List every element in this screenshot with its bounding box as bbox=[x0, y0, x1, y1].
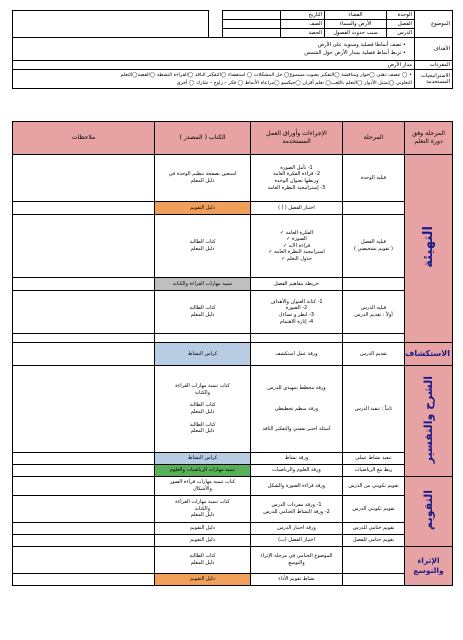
phase-cell: تقويم ختامي للدرس bbox=[343, 523, 405, 535]
procedure-cell: نشاط تقويم الأداء bbox=[251, 574, 343, 586]
objective-item: • تصف أنماطا فصلية وسنوية على الأرض bbox=[15, 41, 406, 49]
stage-explain: الشرح والتفسير bbox=[405, 366, 453, 477]
phase-cell: تقويم ختامي للفصل bbox=[343, 535, 405, 547]
header-blank bbox=[13, 11, 209, 38]
phase-cell: قبلية الفصل ( تقويم تشخيصي ) bbox=[343, 215, 405, 278]
book-cell: كراس النشاط bbox=[155, 343, 251, 366]
notes-cell bbox=[13, 202, 155, 215]
phase-cell bbox=[343, 547, 405, 574]
procedure-cell: الموضوع الختامي في مرحلة الإثراء والتوسع bbox=[251, 547, 343, 574]
date-value bbox=[223, 11, 281, 20]
strategies-list bbox=[13, 70, 415, 89]
phase-cell: تقديم الدرس bbox=[343, 343, 405, 366]
class-value bbox=[223, 20, 281, 29]
date-label: التاريخ bbox=[281, 11, 325, 20]
stage-extend: الإثراء والتوسع bbox=[405, 547, 453, 586]
unit-label: الوحدة bbox=[387, 11, 415, 20]
objectives-list bbox=[13, 38, 415, 61]
notes-cell bbox=[13, 574, 155, 586]
procedure-cell: ورقة عمل استكشف bbox=[251, 343, 343, 366]
col-book-header: الكتاب ( المصدر ) bbox=[155, 122, 251, 155]
procedure-cell: ورقة نشاط bbox=[251, 453, 343, 465]
vocab-value: مدار الأرض bbox=[13, 61, 415, 70]
phase-cell bbox=[343, 278, 405, 291]
notes-cell bbox=[13, 366, 155, 453]
lesson-procedure-table bbox=[12, 121, 453, 586]
book-cell: كتاب تنمية مهارات القراءة والكتابة كتاب الطالبة دليل المعلم كتاب الطالبة دليل المعلم bbox=[155, 366, 251, 453]
notes-cell bbox=[13, 334, 155, 343]
procedure-cell: خريطة مفاهيم الفصل bbox=[251, 278, 343, 291]
vocab-label: المفردات bbox=[415, 61, 453, 70]
phase-cell: قبلية الدرس أولاً : تقديم الدرس bbox=[343, 291, 405, 334]
lesson-value: سبب حدوث الفصول bbox=[325, 29, 387, 38]
book-cell: دليل التقويم bbox=[155, 202, 251, 215]
phase-cell bbox=[343, 202, 405, 215]
procedure-cell bbox=[251, 334, 343, 343]
period-label: الحصة bbox=[281, 29, 325, 38]
col-procedures-header: الإجراءات وأوراق العمل المستخدمة bbox=[251, 122, 343, 155]
book-cell: كتاب الطالبة دليل المعلم bbox=[155, 215, 251, 278]
book-cell: دليل التقويم bbox=[155, 523, 251, 535]
book-cell: دليل التقويم bbox=[155, 574, 251, 586]
objectives-label: الأهداف bbox=[415, 38, 453, 61]
chapter-label: الفصل bbox=[387, 20, 415, 29]
notes-cell bbox=[13, 155, 155, 202]
procedure-cell: 1- ورقة مفردات الدرس 2- ورقة النشاط الختامي للدرس bbox=[251, 496, 343, 523]
class-label: الصف bbox=[281, 20, 325, 29]
unit-value: الفضاء bbox=[325, 11, 387, 20]
stage-engage: التهيئة bbox=[405, 155, 453, 343]
stage-evaluate: التقويم bbox=[405, 477, 453, 547]
phase-cell: ربط مع الرياضيات bbox=[343, 465, 405, 477]
notes-cell bbox=[13, 547, 155, 574]
book-cell: كتاب الطالبة دليل المعلم bbox=[155, 291, 251, 334]
book-cell: كتاب تنمية مهارات القراءة والكتابة دليل المعلم bbox=[155, 496, 251, 523]
phase-cell bbox=[343, 574, 405, 586]
book-cell bbox=[155, 334, 251, 343]
notes-cell bbox=[13, 278, 155, 291]
strategies-line: التعاوني ◯تمثيل الأدوار ◯التعلم باللعب◯ تعلم أقران ◯جيكسو ◯مراعاة الأنماط ◯ فكر – زاوج – شارك ◯ أخرى bbox=[176, 80, 412, 86]
procedure-cell: ورقة العلوم والرياضيات bbox=[251, 465, 343, 477]
procedure-cell: ورقة اختبار الدرس bbox=[251, 523, 343, 535]
objective-item: • تربط أنماط فصلية بمدار الأرض حول الشمس bbox=[15, 49, 406, 57]
book-cell: استعين بصفحة تنظيم الوحدة في دليل المعلم bbox=[155, 155, 251, 202]
stage-explore: الاستكشاف bbox=[405, 343, 453, 366]
procedure-cell: 1- تأمل الصورة 2- قراءة الفكرة العامة وربطها بعنوان الوحدة 3- إستراتيجية النظرة العامة bbox=[251, 155, 343, 202]
notes-cell bbox=[13, 477, 155, 496]
procedure-cell: الفكرة العامة ✓ الصورة ✓ قراءة الآية ✓ استراتيجية النظرة العامة ✓ جدول التعلم ✓ bbox=[251, 215, 343, 278]
procedure-cell: 1- كتابة العنوان والأهداف 2- الصورة 3- انظر و تساءل 4- إثارة الاهتمام bbox=[251, 291, 343, 334]
notes-cell bbox=[13, 215, 155, 278]
book-cell: كتاب الطالبة دليل المعلم bbox=[155, 547, 251, 574]
book-cell: تنمية مهارات الرياضيات والعلوم bbox=[155, 465, 251, 477]
book-cell: تنمية مهارات القراءة والكتابة bbox=[155, 278, 251, 291]
book-cell: كتاب تنمية مهارات قراءة الصور والأشكال bbox=[155, 477, 251, 496]
procedure-cell: اختبار الفصل ( أ ) bbox=[251, 202, 343, 215]
book-cell: كراس النشاط bbox=[155, 453, 251, 465]
strategies-label: الاستراتيجيات المستخدمة bbox=[415, 70, 453, 89]
notes-cell bbox=[13, 453, 155, 465]
procedure-cell: اختبار الفصل (ب) bbox=[251, 535, 343, 547]
phase-cell: تقويم تكويني الدرس bbox=[343, 496, 405, 523]
notes-cell bbox=[13, 343, 155, 366]
phase-cell: تنفيذ نشاط عملي bbox=[343, 453, 405, 465]
phase-cell: ثانياً : تنفيذ الدرس bbox=[343, 366, 405, 453]
lesson-label: الدرس bbox=[387, 29, 415, 38]
procedure-cell: ورقة قراءة الصورة والشكل bbox=[251, 477, 343, 496]
col-notes-header: ملاحظات bbox=[13, 122, 155, 155]
notes-cell bbox=[13, 291, 155, 334]
col-stage-header: المرحلة وفق دورة التعلم bbox=[405, 122, 453, 155]
notes-cell bbox=[13, 465, 155, 477]
strategies-line: • ◯ عصف ذهني ◯حوار ومناقشة ◯التفكير بصوت مسموع◯ حل المشكلات ◯ استقصاء ◯التفكير الناقد ◯القراءة النشطة ◯القصة◯التعلم bbox=[15, 71, 412, 79]
chapter-value: الأرض والسماء bbox=[325, 20, 387, 29]
col-phase-header: المرحلة bbox=[343, 122, 405, 155]
notes-cell bbox=[13, 523, 155, 535]
subject-label: الموضوع bbox=[415, 11, 453, 38]
book-cell: دليل التقويم bbox=[155, 535, 251, 547]
phase-cell: قبلية الوحدة bbox=[343, 155, 405, 202]
lesson-header-table bbox=[12, 10, 453, 89]
period-value bbox=[223, 29, 281, 38]
phase-cell bbox=[343, 334, 405, 343]
phase-cell: تقويم تكويني من الدرس bbox=[343, 477, 405, 496]
notes-cell bbox=[13, 496, 155, 523]
procedure-cell: ورقة مخطط تمهيدي للدرس ورقة منظم تخطيطي أسئلة اختبر نفسي والتفكير الناقد bbox=[251, 366, 343, 453]
notes-cell bbox=[13, 535, 155, 547]
